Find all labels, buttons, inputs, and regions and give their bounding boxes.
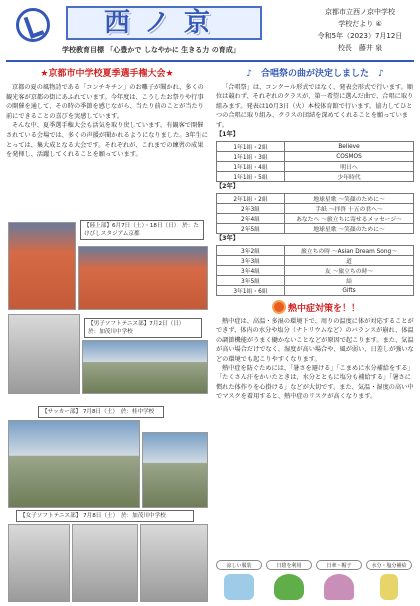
tip-water-salt (366, 560, 412, 602)
heatstroke-paragraph: 熱中症は、高温・多湿の環境下で、周りの温度に体が対応することができず、体内の水分や塩分（ナトリウムなど）のバランスが崩れ、体温の調節機能がうまく働かないことなどが原因で起こります。また、気温が高い場合だけでなく、湿度が高い場合や、風が弱い、日差しが強いなどの環境でも起こりやすくなります。 (216, 318, 414, 363)
song-cell: Gifts (285, 286, 414, 296)
table-row (217, 204, 414, 214)
issue-date: 令和5年（2023）7月12日 (317, 32, 403, 40)
tournament-title: ★京都市中学校夏季選手権大会★ (40, 69, 174, 79)
table-row (217, 276, 414, 286)
song-cell: 友 ～旅立ちの時～ (285, 266, 414, 276)
school-logo-icon (16, 8, 50, 42)
tournament-article (6, 66, 208, 160)
tip-label: 水分・塩分補給 (366, 560, 412, 570)
class-cell: 2年3組 (217, 204, 285, 214)
grade-label: 【1年】 (216, 131, 239, 139)
song-cell: 明日へ (285, 162, 414, 172)
heatstroke-tips (216, 560, 414, 602)
heatstroke-title (216, 301, 414, 314)
class-cell: 1年1組・3組 (217, 152, 285, 162)
tournament-body (6, 83, 208, 160)
photo-girls-tennis-3 (140, 524, 208, 602)
photo-girls-tennis-2 (72, 524, 138, 602)
chorus-article (216, 66, 414, 402)
table-row (217, 224, 414, 234)
tree-icon (274, 574, 304, 600)
class-cell: 2年4組 (217, 214, 285, 224)
caption-soccer: 【サッカー部】 7月8日（土） 於：桂中学校 (38, 406, 164, 418)
song-cell: あなたへ ～旅立ちに寄せるメッセージ～ (285, 214, 414, 224)
table-row (217, 286, 414, 296)
table-row (217, 266, 414, 276)
table-row (217, 172, 414, 182)
shirt-icon (224, 574, 254, 600)
masthead (66, 6, 262, 40)
tip-label: 日陰を利用 (266, 560, 312, 570)
song-cell: 旅立ちの時 ～Asian Dream Song～ (285, 246, 414, 256)
song-cell: 結 (285, 276, 414, 286)
song-table-grade3 (216, 245, 414, 296)
class-cell: 3年2組 (217, 246, 285, 256)
photo-girls-tennis-1 (8, 524, 70, 602)
song-cell: 少年時代 (285, 172, 414, 182)
class-cell: 3年1組・6組 (217, 286, 285, 296)
table-row (217, 162, 414, 172)
grade-label: 【2年】 (216, 183, 239, 191)
tip-parasol-hat (316, 560, 362, 602)
table-row (217, 152, 414, 162)
table-row (217, 246, 414, 256)
tip-shade (266, 560, 312, 602)
table-row (217, 142, 414, 152)
caption-track: 【陸上部】6月7日（土）・18日（日） 於：たけびしスタジアム京都 (80, 220, 204, 240)
photo-soccer-2 (142, 432, 208, 508)
table-row (217, 194, 414, 204)
header-divider (6, 60, 414, 62)
heatstroke-body (216, 317, 414, 402)
song-cell: 地球星歌 ～笑顔のために～ (285, 224, 414, 234)
photo-tennis-1 (8, 314, 80, 394)
issue-number: 学校だより ④ (338, 20, 382, 28)
chorus-intro: 「合唱祭」は、コンクール形式ではなく、発表会形式で行います。順位は競わず、それぞれのクラスが、第一希望に選んだ曲で、合唱に取り組みます。発表は10月3日（火）本校体育館で行います。協力してひとつの合唱に取り組み、クラスの団結を深めてくれることを願っています。 (216, 84, 414, 129)
school-motto: 学校教育目標 「心豊かで しなやかに 生きる力 の育成」 (62, 46, 240, 54)
principal-name: 校長 藤井 泉 (337, 44, 383, 52)
class-cell: 2年5組 (217, 224, 285, 234)
tournament-paragraph: そんな中、夏季選手権大会も活気を取り戻しています。有観客で開催されている会場では、多くの声援が聞かれるようになりました。3年生にとっては、集大成となる大会です。それぞれが、これまでの練習の成果を発揮し、活躍してくれることを願っています。 (6, 122, 208, 159)
heatstroke-title-text: 熱中症対策を！！ (287, 304, 360, 315)
tip-cool-clothes (216, 560, 262, 602)
school-name: 京都市立西ノ京中学校 (325, 8, 395, 16)
chorus-title: ♪ 合唱祭の曲が決定しました ♪ (246, 69, 384, 79)
sun-icon (274, 302, 284, 312)
photo-track-1 (8, 222, 76, 310)
masthead-title: 西ノ京 (103, 8, 224, 38)
table-row (217, 214, 414, 224)
photo-tennis-2 (82, 340, 208, 394)
issuer-block (306, 6, 414, 54)
song-cell: 地球星歌 ～笑顔のために～ (285, 194, 414, 204)
class-cell: 3年3組 (217, 256, 285, 266)
heatstroke-paragraph: 熱中症を防ぐためには、「暑さを避ける」「こまめに水分補給をする」「たくさん汗をかいたときは、水分とともに塩分も補給する」「暑さに慣れた体作りを心掛ける」などが大切です。また、気温・湿度の高い中でマスクを着用すると、熱中症のリスクが高くなります。 (216, 365, 414, 401)
photo-soccer-1 (8, 420, 140, 508)
tip-label: 涼しい服装 (216, 560, 262, 570)
class-cell: 1年1組・4組 (217, 162, 285, 172)
class-cell: 3年5組 (217, 276, 285, 286)
class-cell: 2年1組・2組 (217, 194, 285, 204)
caption-tennis: 【男子ソフトテニス部】7月2日（日） 於：加茂川中学校 (84, 318, 202, 338)
song-cell: Believe (285, 142, 414, 152)
class-cell: 1年1組・5組 (217, 172, 285, 182)
table-row (217, 256, 414, 266)
parasol-icon (324, 574, 354, 600)
song-table-grade2 (216, 193, 414, 234)
header (6, 4, 414, 60)
song-cell: COSMOS (285, 152, 414, 162)
bottle-icon (380, 574, 398, 600)
class-cell: 1年1組・2組 (217, 142, 285, 152)
song-cell: 手紙 ～拝啓 十五の君へ～ (285, 204, 414, 214)
tip-label: 日傘・帽子 (316, 560, 362, 570)
photo-track-2 (78, 246, 208, 310)
caption-girls-tennis: 【女子ソフトテニス部】 7月8日（土） 於：加茂川中学校 (16, 510, 194, 522)
tournament-paragraph: 京都の夏の風物詩である「コンチキチン」のお囃子が聞かれ、多くの観光客が京都の街にあふれています。今年度は、こうしたお祭りや行事の開催を通して、その時の季節を感じながら、当たり前のことが当たり前にできることの喜びを実感しています。 (6, 84, 204, 120)
song-cell: 道 (285, 256, 414, 266)
song-table-grade1 (216, 141, 414, 182)
class-cell: 3年4組 (217, 266, 285, 276)
grade-label: 【3年】 (216, 235, 239, 243)
